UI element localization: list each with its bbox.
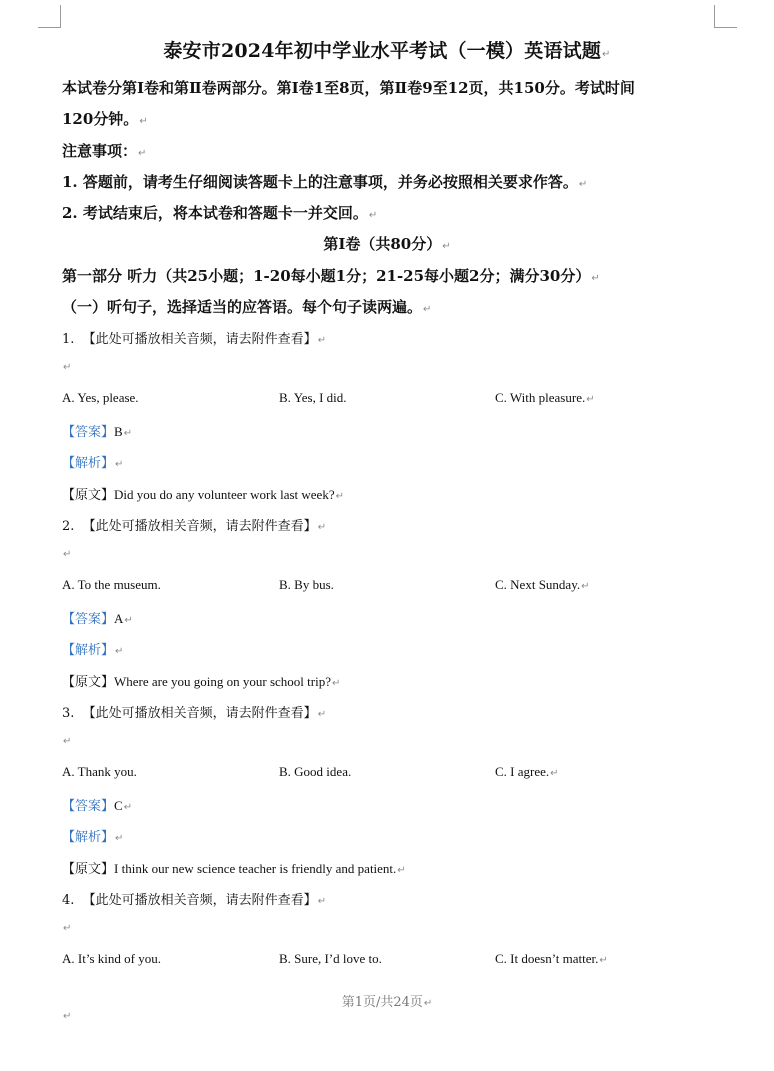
original-text-line: 【原文】Where are you going on your school trip?↵	[62, 674, 341, 690]
page-number-footer: 第1页/共24页↵	[341, 995, 433, 1010]
audio-placeholder[interactable]: 【此处可播放相关音频，请去附件查看】	[82, 893, 317, 908]
question-prompt: 2. 【此处可播放相关音频，请去附件查看】↵	[62, 519, 327, 534]
answer-line: 【答案】A↵	[62, 611, 133, 627]
intro-line-2: 120分钟。↵	[62, 110, 148, 128]
sub-heading: （一）听句子，选择适当的应答语。每个句子读两遍。↵	[62, 298, 432, 316]
option-c: C. Next Sunday.↵	[495, 577, 590, 592]
answer-line: 【答案】B↵	[62, 424, 133, 440]
empty-line: ↵	[63, 549, 72, 560]
original-text-line: 【原文】Did you do any volunteer work last week?↵	[62, 487, 344, 503]
notice-item-2: 2. 考试结束后，将本试卷和答题卡一并交回。↵	[62, 204, 378, 222]
audio-placeholder[interactable]: 【此处可播放相关音频，请去附件查看】	[82, 332, 317, 347]
audio-placeholder[interactable]: 【此处可播放相关音频，请去附件查看】	[82, 706, 317, 721]
empty-line: ↵	[63, 736, 72, 747]
option-a: A. It’s kind of you.	[62, 951, 161, 966]
notice-heading: 注意事项：↵	[62, 142, 147, 160]
question-prompt: 1. 【此处可播放相关音频，请去附件查看】↵	[62, 332, 327, 347]
answer-line: 【答案】C↵	[62, 798, 133, 814]
option-b: B. Sure, I’d love to.	[279, 951, 382, 966]
question-prompt: 3. 【此处可播放相关音频，请去附件查看】↵	[62, 706, 327, 721]
crop-mark-top-left	[38, 5, 61, 28]
analysis-line: 【解析】↵	[62, 643, 124, 658]
notice-item-1: 1. 答题前，请考生仔细阅读答题卡上的注意事项，并务必按照相关要求作答。↵	[62, 173, 588, 191]
crop-mark-top-right	[714, 5, 737, 28]
analysis-line: 【解析】↵	[62, 830, 124, 845]
section-title: 第Ⅰ卷（共80分）↵	[323, 235, 451, 253]
empty-line: ↵	[63, 1011, 72, 1022]
option-b: B. Good idea.	[279, 764, 352, 779]
empty-line: ↵	[63, 362, 72, 373]
option-a: A. To the museum.	[62, 577, 161, 592]
part-heading: 第一部分 听力（共25小题；1-20每小题1分；21-25每小题2分；满分30分）↵	[62, 267, 600, 285]
option-a: A. Thank you.	[62, 764, 137, 779]
option-c: C. I agree.↵	[495, 764, 559, 779]
intro-line-1: 本试卷分第Ⅰ卷和第Ⅱ卷两部分。第Ⅰ卷1至8页，第Ⅱ卷9至12页，共150分。考试时间	[62, 79, 635, 97]
document-title: 泰安市2024年初中学业水平考试（一模）英语试题↵	[163, 40, 611, 62]
option-c: C. With pleasure.↵	[495, 390, 595, 405]
paragraph-mark: ↵	[602, 49, 611, 60]
option-b: B. By bus.	[279, 577, 334, 592]
question-prompt: 4. 【此处可播放相关音频，请去附件查看】↵	[62, 893, 327, 908]
option-b: B. Yes, I did.	[279, 390, 347, 405]
option-c: C. It doesn’t matter.↵	[495, 951, 608, 966]
audio-placeholder[interactable]: 【此处可播放相关音频，请去附件查看】	[82, 519, 317, 534]
analysis-line: 【解析】↵	[62, 456, 124, 471]
original-text-line: 【原文】I think our new science teacher is friendly and patient.↵	[62, 861, 406, 877]
option-a: A. Yes, please.	[62, 390, 139, 405]
empty-line: ↵	[63, 923, 72, 934]
